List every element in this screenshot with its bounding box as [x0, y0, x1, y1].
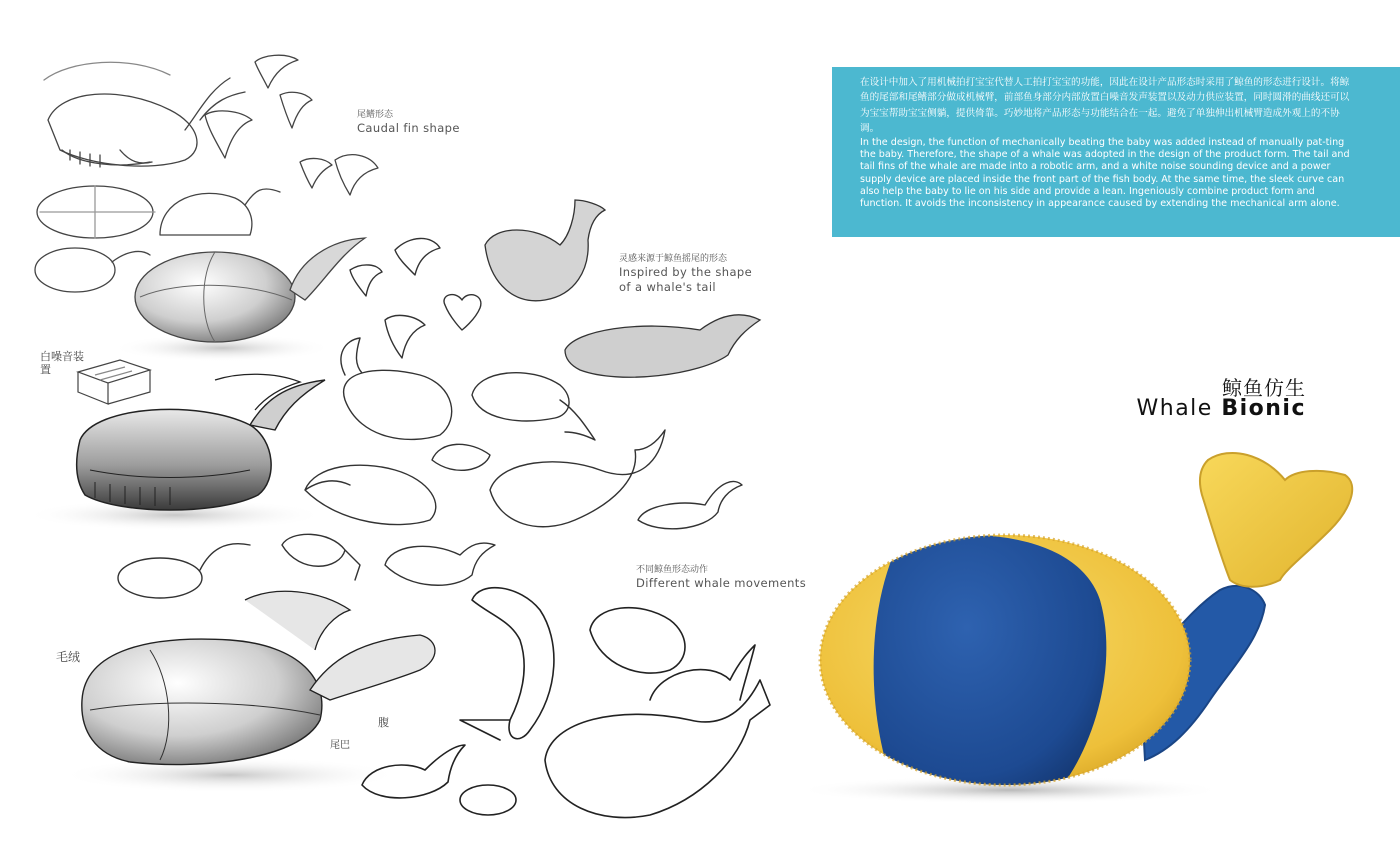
tail-fin-sketch	[205, 111, 252, 158]
fin-sketch	[385, 315, 425, 358]
plush-tail-fin	[1200, 453, 1352, 587]
whale-sketch	[650, 645, 755, 700]
caption-movements	[636, 565, 806, 591]
fin-sketch	[350, 265, 382, 296]
description-zh: 在设计中加入了用机械拍打宝宝代替人工拍打宝宝的功能，因此在设计产品形态时采用了鲸鱼的形态进行设计。将鲸鱼的尾部和尾鳍部分做成机械臂，前部鱼身部分内部放置白噪音发声装置以及动力供应装置，同时圆滑的曲线还可以为宝宝帮助宝宝侧躺，提供倚靠。巧妙地将产品形态与功能结合在一起。避免了单独伸出机械臂造成外观上的不协调。	[860, 77, 1350, 135]
title-en-regular: Whale	[1136, 396, 1222, 421]
whale-sketch	[590, 608, 685, 673]
whale-sketch	[385, 543, 495, 585]
body-form-sketch	[35, 248, 115, 292]
description-en: In the design, the function of mechanically beating the baby was added instead of manually pat-ting the baby. Therefore, the shape of a whale was adopted in the design of the product form. The tail and tail fins of the whale are made into a robotic arm, and a white noise sounding device and a power supply device are placed inside the front part of the fish body. At the same time, the sleek curve can also help the baby to lie on his side and provide a lean. Ingeniously combine product form and function. It avoids the inconsistency in appearance caused by extending the mechanical arm alone.	[860, 136, 1350, 210]
caption-inspired-en-1: Inspired by the shape	[619, 265, 753, 280]
whale-sketch	[460, 588, 554, 740]
white-noise-box-sketch	[78, 360, 150, 404]
title-en-bold: Bionic	[1221, 396, 1306, 421]
whale-sketch	[472, 373, 595, 440]
whale-sketch-top-left	[44, 62, 245, 167]
caption-inspired-zh: 灵感来源于鲸鱼摇尾的形态	[619, 254, 728, 264]
description-box	[832, 67, 1400, 237]
tail-fin-sketch	[300, 158, 332, 188]
fish-sketch	[282, 534, 360, 580]
plush-body	[810, 530, 1210, 800]
whale-sketch	[490, 430, 665, 527]
caption-inspired	[619, 254, 752, 294]
heart-fin-sketch	[444, 295, 481, 330]
whale-sketch	[341, 338, 452, 439]
caption-movements-en: Different whale movements	[636, 576, 807, 591]
fin-sketch	[395, 238, 440, 275]
caption-caudal-zh: 尾鳍形态	[357, 110, 394, 120]
note-white-noise-device: 白噪音装置	[40, 350, 84, 376]
body-form-sketch	[118, 558, 202, 598]
caption-inspired-en-2: of a whale's tail	[619, 279, 717, 294]
caption-movements-zh: 不同鲸鱼形态动作	[636, 565, 709, 575]
shaded-body-sketch	[112, 238, 365, 362]
title-en	[1137, 396, 1307, 421]
plush-whale-product	[790, 440, 1370, 820]
shaded-whale-sketch	[25, 374, 325, 531]
whale-sketch	[545, 680, 770, 818]
shaded-whale-sketch	[60, 591, 435, 793]
whale-sketch	[160, 189, 280, 235]
tail-fin-sketch	[255, 55, 298, 88]
tail-fin-sketch	[280, 92, 312, 128]
whale-sketch	[432, 444, 490, 470]
caption-caudal-en: Caudal fin shape	[357, 121, 460, 136]
note-belly: 腹	[378, 716, 389, 729]
body-form-sketch	[460, 785, 516, 815]
note-tail: 尾巴	[330, 740, 350, 751]
title-zh: 鲸鱼仿生	[1222, 376, 1306, 400]
caption-caudal-fin	[357, 110, 460, 136]
note-plush: 毛绒	[56, 650, 81, 664]
whale-sketch	[638, 482, 742, 529]
tail-fin-sketch	[335, 155, 378, 195]
